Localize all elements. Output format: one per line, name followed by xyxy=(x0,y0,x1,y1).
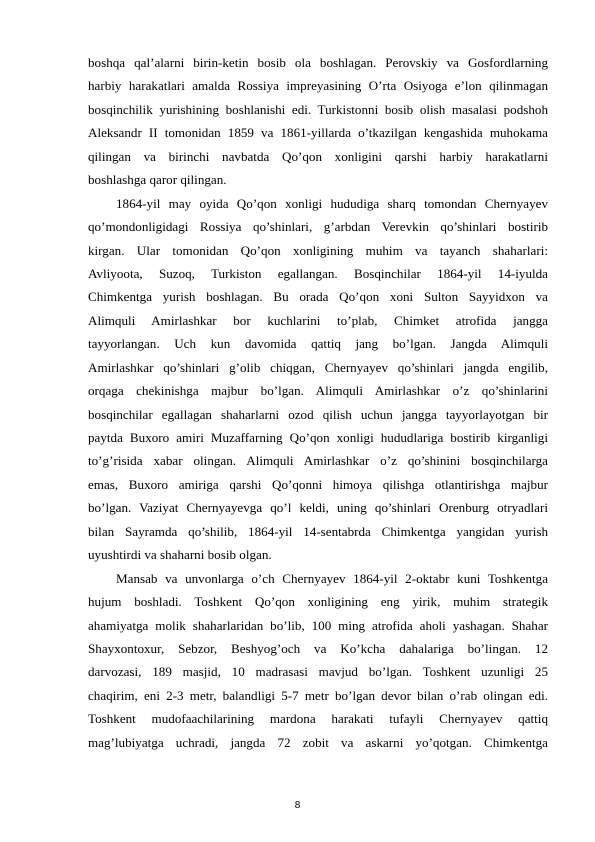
text-line: to’g’risida xabar olingan. Alimquli Amirlashkar o’z qo’shinini bosqinchilarga xyxy=(88,453,548,469)
text-line: ahamiyatga molik shaharlaridan bo’lib, 100 ming atrofida aholi yashagan. Shahar xyxy=(88,617,548,633)
text-line: Amirlashkar qo’shinlari g’olib chiqgan, Chernyayev qo’shinlari jangda engilib, xyxy=(88,359,548,375)
text-line: mag’lubiyatga uchradi, jangda 72 zobit va askarni yo’qotgan. Chimkentga xyxy=(88,734,548,750)
text-line: qo’mondonligidagi Rossiya qo’shinlari, g’arbdan Verevkin qo’shinlari bostirib xyxy=(88,219,548,235)
text-line: kirgan. Ular tomonidan Qo’qon xonligining muhim va tayanch shaharlari: xyxy=(88,242,548,258)
text-line: bosqinchilar egallagan shaharlarni ozod qilish uchun jangga tayyorlayotgan bir xyxy=(88,406,548,422)
text-line: Shayxontoxur, Sebzor, Beshyog’och va Ko’kcha dahalariga bo’lingan. 12 xyxy=(88,640,548,656)
text-line: harbiy harakatlari amalda Rossiya impreyasining O’rta Osiyoga e’lon qilinmagan xyxy=(88,78,548,94)
text-line: bilan Sayramda qo’shilib, 1864-yil 14-sentabrda Chimkentga yangidan yurish xyxy=(88,523,548,539)
text-line: chaqirim, eni 2-3 metr, balandligi 5-7 metr bo’lgan devor bilan o’rab olingan edi. xyxy=(88,687,548,703)
text-line: Avliyoota, Suzoq, Turkiston egallangan. Bosqinchilar 1864-yil 14-iyulda xyxy=(88,265,548,281)
text-line: Aleksandr II tomonidan 1859 va 1861-yillarda o’tkazilgan kengashida muhokama xyxy=(88,125,548,141)
text-line: boshlashga qaror qilingan. xyxy=(88,172,227,188)
text-line: qilingan va birinchi navbatda Qo’qon xonligini qarshi harbiy harakatlarni xyxy=(88,148,548,164)
text-line: hujum boshladi. Toshkent Qo’qon xonligining eng yirik, muhim strategik xyxy=(88,594,548,610)
text-line: tayyorlangan. Uch kun davomida qattiq jang bo’lgan. Jangda Alimquli xyxy=(88,336,548,352)
text-line: darvozasi, 189 masjid, 10 madrasasi mavjud bo’lgan. Toshkent uzunligi 25 xyxy=(88,664,548,680)
paragraph-first-line: 1864-yil may oyida Qo’qon xonligi hududiga sharq tomondan Chernyayev xyxy=(116,195,548,211)
text-line: boshqa qal’alarni birin-ketin bosib ola boshlagan. Perovskiy va Gosfordlarning xyxy=(88,55,548,70)
text-line: Toshkent mudofaachilarining mardona harakati tufayli Chernyayev qattiq xyxy=(88,711,548,727)
text-line: orqaga chekinishga majbur bo’lgan. Alimquli Amirlashkar o’z qo’shinlarini xyxy=(88,383,548,399)
body-text xyxy=(88,51,548,754)
paragraph-first-line: Mansab va unvonlarga o’ch Chernyayev 1864-yil 2-oktabr kuni Toshkentga xyxy=(116,570,548,586)
text-line: Chimkentga yurish boshlagan. Bu orada Qo’qon xoni Sulton Sayyidxon va xyxy=(88,289,548,305)
text-line: bo’lgan. Vaziyat Chernyayevga qo’l keldi, uning qo’shinlari Orenburg otryadlari xyxy=(88,500,548,516)
text-line: bosqinchilik yurishining boshlanishi edi. Turkistonni bosib olish masalasi podshoh xyxy=(88,101,548,117)
text-line: emas, Buxoro amiriga qarshi Qo’qonni himoya qilishga otlantirishga majbur xyxy=(88,476,548,492)
text-line: Alimquli Amirlashkar bor kuchlarini to’plab, Chimket atrofida jangga xyxy=(88,312,548,328)
page-number: 8 xyxy=(294,800,301,811)
text-line: uyushtirdi va shaharni bosib olgan. xyxy=(88,547,272,563)
text-line: paytda Buxoro amiri Muzaffarning Qo’qon xonligi hududlariga bostirib kirganligi xyxy=(88,430,548,445)
